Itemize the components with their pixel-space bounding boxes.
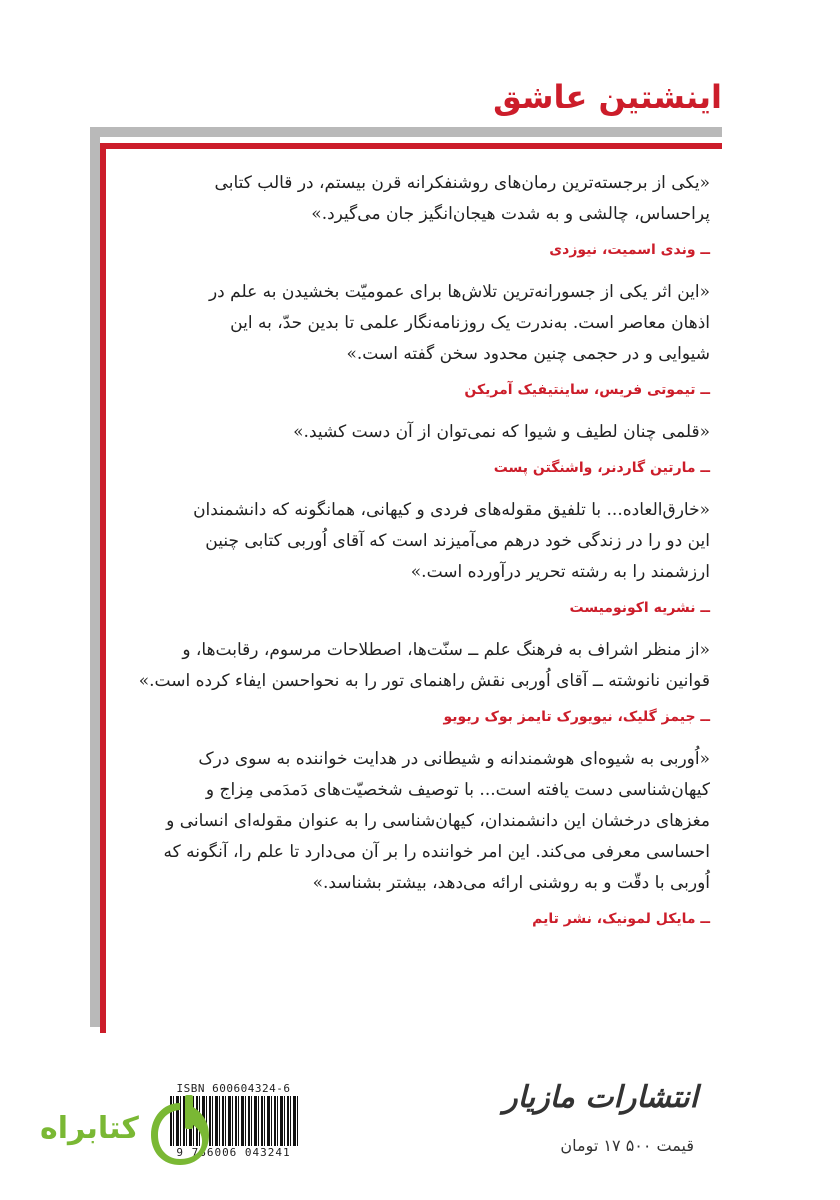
ketabrah-logo-icon [145, 1095, 215, 1170]
quote-line: قوانین نانوشته ــ آقای اُوربی نقش راهنمای تور را به نحواحسن ایفاء کرده است.» [138, 671, 710, 691]
review-2 [125, 277, 710, 398]
book-price: قیمت ۵۰۰ ۱۷ تومان [560, 1136, 694, 1155]
frame-red-top-bar [100, 143, 722, 149]
quote-line: «اُوربی به شیوه‌ای هوشمندانه و شیطانی در هدایت خواننده به سوی درک [198, 749, 710, 769]
ketabrah-logo [40, 1095, 210, 1175]
quote-line: «این اثر یکی از جسورانه‌ترین تلاش‌ها برای عمومیّت بخشیدن به علم در [208, 282, 710, 302]
quote-line: احساسی معرفی می‌کند. این امر خواننده را بر آن می‌دارد تا علم را، آنگونه که [163, 842, 710, 862]
frame-red-left-bar [100, 143, 106, 1033]
review-5 [125, 635, 710, 725]
quote-line: مغزهای درخشان این دانشمندان، کیهان‌شناسی را به عنوان مقوله‌ای انسانی و [166, 811, 710, 831]
review-quote [125, 277, 710, 370]
review-1 [125, 168, 710, 258]
review-source: ــ تیموتی فریس، ساینتیفیک آمریکن [464, 382, 710, 398]
quote-line: کیهان‌شناسی دست یافته است... با توصیف شخصیّت‌های دَمدَمی مِزاج و [205, 780, 710, 800]
review-source: ــ مارتین گاردنر، واشنگتن پست [493, 460, 710, 476]
review-source: ــ نشریه اکونومیست [569, 600, 710, 616]
review-quote [125, 417, 710, 448]
quote-line: این دو را در زندگی خود درهم می‌آمیزند است که آقای اُوربی کتابی چنین [205, 531, 710, 551]
review-3 [125, 417, 710, 476]
review-quote [125, 744, 710, 899]
review-4 [125, 495, 710, 616]
review-6 [125, 744, 710, 927]
quote-line: «از منظر اشراف به فرهنگ علم ــ سنّت‌ها، اصطلاحات مرسوم، رقابت‌ها، و [182, 640, 710, 660]
review-source: ــ وندی اسمیت، نیوزدی [549, 242, 710, 258]
quote-line: «خارق‌العاده... با تلفیق مقوله‌های فردی و کیهانی، همانگونه که دانشمندان [193, 500, 710, 520]
ketabrah-logo-text: کتابراه [40, 1111, 139, 1146]
quote-line: ارزشمند را به رشته تحریر درآورده است.» [410, 562, 710, 582]
review-quote [125, 635, 710, 697]
frame-gray-top-bar [90, 127, 722, 137]
quote-line: اذهان معاصر است. به‌ندرت یک روزنامه‌نگار علمی تا بدین حدّ، به این [230, 313, 710, 333]
reviews-section [125, 168, 710, 946]
book-title: اینشتین عاشق [493, 78, 722, 116]
review-source: ــ جیمز گلیک، نیویورک تایمز بوک ریویو [443, 709, 710, 725]
isbn-number: ISBN 600604324-6 [176, 1082, 291, 1095]
quote-line: «یکی از برجسته‌ترین رمان‌های روشنفکرانه قرن بیستم، در قالب کتابی [214, 173, 710, 193]
review-quote [125, 168, 710, 230]
quote-line: شیوایی و در حجمی چنین محدود سخن گفته است.» [346, 344, 710, 364]
frame-gray-left-bar [90, 127, 100, 1027]
quote-line: «قلمی چنان لطیف و شیوا که نمی‌توان از آن دست کشید.» [293, 422, 710, 442]
publisher-name: انتشارات مازیار [503, 1080, 698, 1115]
barcode-digits: 9 786006 043241 [176, 1146, 291, 1159]
quote-line: پراحساس، چالشی و به شدت هیجان‌انگیز جان می‌گیرد.» [311, 204, 710, 224]
quote-line: اُوربی با دقّت و به روشنی ارائه می‌دهد، بیشتر بشناسد.» [312, 873, 710, 893]
review-quote [125, 495, 710, 588]
review-source: ــ مایکل لمونیک، نشر تایم [532, 911, 710, 927]
